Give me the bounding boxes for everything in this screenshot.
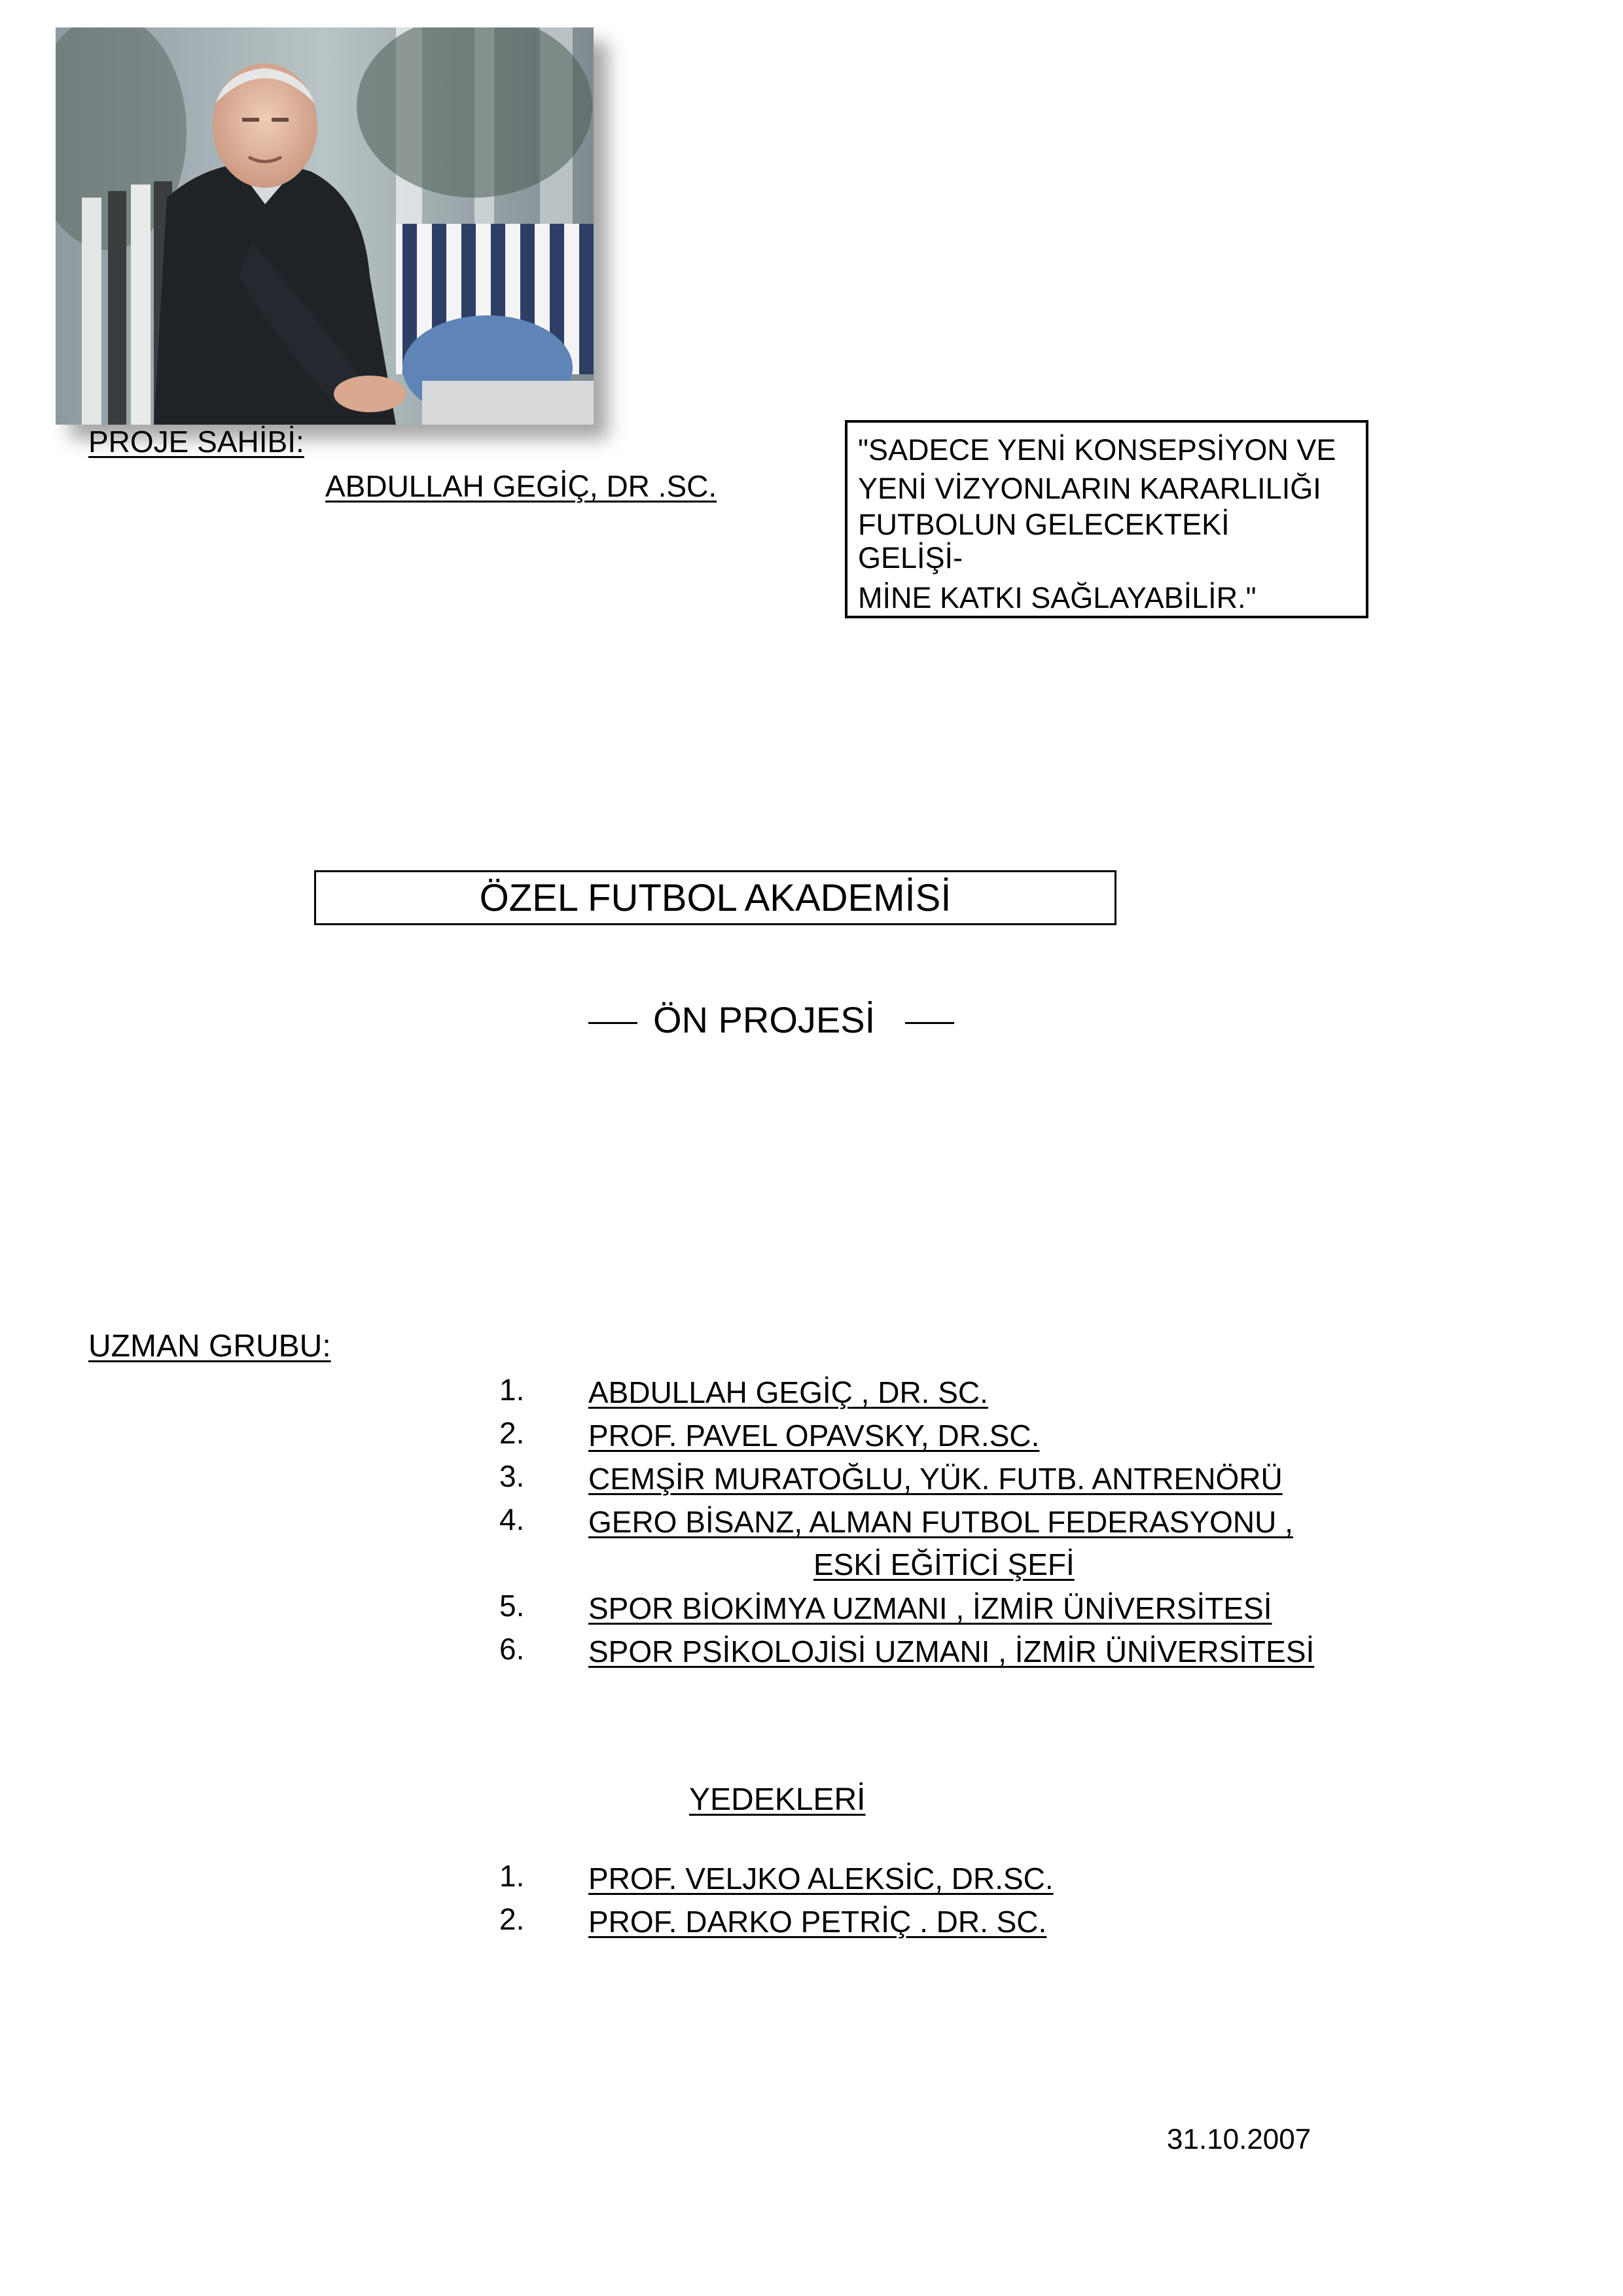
- reserve-item-number: 1.: [499, 1859, 525, 1893]
- project-owner-name: ABDULLAH GEGİÇ, DR .SC.: [325, 469, 717, 503]
- portrait-photo: [56, 27, 594, 425]
- expert-item-number: 6.: [499, 1632, 525, 1666]
- reserves-label: YEDEKLERİ: [689, 1782, 866, 1817]
- quote-box: [845, 420, 1368, 618]
- document-subtitle: ÖN PROJESİ: [653, 999, 876, 1040]
- document-date: 31.10.2007: [1167, 2123, 1311, 2155]
- quote-line: "SADECE YENİ KONSEPSİYON VE: [858, 433, 1336, 467]
- project-owner-label: PROJE SAHİBİ:: [88, 425, 304, 459]
- expert-item-text: CEMŞİR MURATOĞLU, YÜK. FUTB. ANTRENÖRÜ: [588, 1462, 1283, 1496]
- expert-item-number: 1.: [499, 1373, 525, 1407]
- expert-item-text: SPOR BİOKİMYA UZMANI , İZMİR ÜNİVERSİTESİ: [588, 1591, 1272, 1625]
- reserve-item-text: PROF. VELJKO ALEKSİC, DR.SC.: [588, 1862, 1054, 1896]
- quote-line: FUTBOLUN GELECEKTEKİ: [858, 508, 1230, 541]
- expert-item-continuation: ESKİ EĞİTİCİ ŞEFİ: [813, 1547, 1075, 1581]
- expert-item-number: 3.: [499, 1459, 525, 1493]
- quote-line: YENİ VİZYONLARIN KARARLILIĞI: [858, 472, 1321, 505]
- quote-line: MİNE KATKI SAĞLAYABİLİR.": [858, 581, 1257, 614]
- reserve-item-number: 2.: [499, 1902, 525, 1936]
- expert-item-text: GERO BİSANZ, ALMAN FUTBOL FEDERASYONU ,: [588, 1505, 1293, 1539]
- quote-line: GELİŞİ-: [858, 541, 963, 574]
- expert-item-text: ABDULLAH GEGİÇ , DR. SC.: [588, 1375, 988, 1409]
- expert-item-number: 4.: [499, 1502, 525, 1536]
- document-title: [314, 870, 1116, 925]
- expert-item-text: PROF. PAVEL OPAVSKY, DR.SC.: [588, 1419, 1040, 1453]
- expert-item-number: 2.: [499, 1416, 525, 1450]
- expert-item-number: 5.: [499, 1589, 525, 1623]
- expert-group-label: UZMAN GRUBU:: [88, 1329, 331, 1364]
- document-title-text: ÖZEL FUTBOL AKADEMİSİ: [479, 876, 952, 919]
- subtitle-dash-right: [905, 1022, 954, 1024]
- portrait-photo-icon: [56, 27, 594, 425]
- reserve-item-text: PROF. DARKO PETRİÇ . DR. SC.: [588, 1905, 1047, 1939]
- expert-item-text: SPOR PSİKOLOJİSİ UZMANI , İZMİR ÜNİVERSİTESİ: [588, 1634, 1315, 1669]
- subtitle-dash-left: [588, 1022, 637, 1024]
